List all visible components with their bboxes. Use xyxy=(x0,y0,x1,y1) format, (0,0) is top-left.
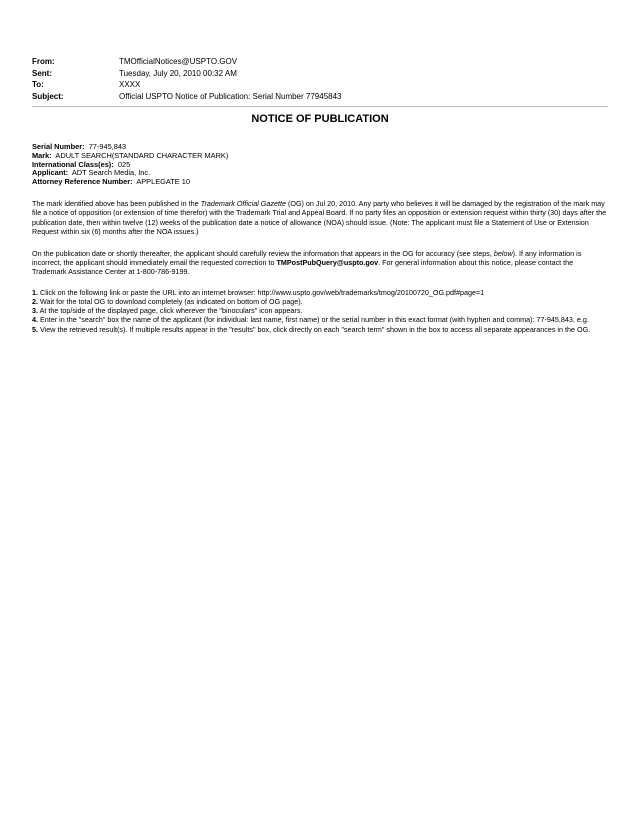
para2-post: . For general information about this notice, please contact the Trademark Assistance Center at 1-800-786-9199. xyxy=(32,258,574,277)
header-divider xyxy=(32,106,608,107)
step-item xyxy=(32,315,608,324)
step-item xyxy=(32,297,608,306)
document-page xyxy=(32,56,608,334)
notice-title: NOTICE OF PUBLICATION xyxy=(251,113,389,125)
step-number: 5. xyxy=(32,324,38,334)
below-word: below xyxy=(493,248,513,258)
from-label: From: xyxy=(32,57,55,66)
subject-row xyxy=(32,91,608,103)
to-row xyxy=(32,79,608,91)
class-value: 025 xyxy=(117,159,131,169)
subject-value: Official USPTO Notice of Publication: Serial Number 77945843 xyxy=(119,91,342,101)
para2-mid: ). If any information is incorrect, the applicant should immediately email the requested correction to xyxy=(32,248,582,268)
publication-paragraph xyxy=(32,199,608,237)
to-value: XXXX xyxy=(119,80,141,89)
step-text: At the top/side of the displayed page, click wherever the "binoculars" icon appears. xyxy=(38,306,303,316)
step-item xyxy=(32,325,608,334)
steps-list xyxy=(32,288,608,334)
from-value: TMOfficialNotices@USPTO.GOV xyxy=(119,57,238,66)
serial-number-value: 77-945,843 xyxy=(88,142,127,151)
mark-label: Mark: xyxy=(32,150,52,160)
step-text: Wait for the total OG to download completely (as indicated on bottom of OG page). xyxy=(38,297,303,307)
sent-label: Sent: xyxy=(32,68,52,78)
attorney-line xyxy=(32,178,608,187)
serial-number-label: Serial Number: xyxy=(32,142,85,151)
para1-pre: The mark identified above has been published in the xyxy=(32,198,201,208)
para2-pre: On the publication date or shortly thereafter, the applicant should carefully review the information that appears in the OG for accuracy (see steps, xyxy=(32,248,494,258)
to-label: To: xyxy=(32,80,44,89)
step-item xyxy=(32,306,608,315)
step-text: Enter in the "search" box the name of the applicant (for individual: last name, first name) or the serial number in this exact format (with hyphen and comma): 77-945,843, e.g. xyxy=(38,315,589,325)
step-text: Click on the following link or paste the URL into an internet browser: http://www.uspto.gov/web/trademarks/tmog/20100720_OG.pdf#page=1 xyxy=(38,287,485,297)
class-label: International Class(es): xyxy=(32,159,114,169)
step-number: 2. xyxy=(32,297,38,307)
para1-post: (OG) on Jul 20, 2010. Any party who believes it will be damaged by the registration of the mark may file a notice of opposition (or extension of time therefor) with the Trademark Trial and Appeal Board. If no party files an opposition or extension request within thirty (30) days after the publication date, then within twelve (12) weeks of the publication date a notice of allowance (NOA) should issue. (Note: The applicant must file a Statement of Use or Extension Request within six (6) months after the NOA issues.) xyxy=(32,198,607,237)
correction-email[interactable]: TMPostPubQuery@uspto.gov xyxy=(276,258,379,268)
sent-row xyxy=(32,68,608,80)
attorney-value: APPLEGATE 10 xyxy=(136,177,191,187)
step-text: View the retrieved result(s). If multiple results appear in the "results" box, click directly on each "search term" shown in the box to access all separate appearances in the OG. xyxy=(38,324,591,334)
step-item xyxy=(32,288,608,297)
review-paragraph xyxy=(32,249,608,277)
step-number: 1. xyxy=(32,287,38,297)
step-number: 3. xyxy=(32,306,38,316)
applicant-label: Applicant: xyxy=(32,168,69,178)
email-header xyxy=(32,56,608,102)
from-row xyxy=(32,56,608,68)
attorney-label: Attorney Reference Number: xyxy=(32,177,133,187)
mark-value: ADULT SEARCH(STANDARD CHARACTER MARK) xyxy=(55,150,229,160)
applicant-value: ADT Search Media, Inc. xyxy=(71,168,151,178)
subject-label: Subject: xyxy=(32,91,64,101)
sent-value: Tuesday, July 20, 2010 00:32 AM xyxy=(119,68,237,78)
gazette-title: Trademark Official Gazette xyxy=(200,198,286,208)
step-number: 4. xyxy=(32,315,38,325)
mark-details xyxy=(32,143,608,187)
